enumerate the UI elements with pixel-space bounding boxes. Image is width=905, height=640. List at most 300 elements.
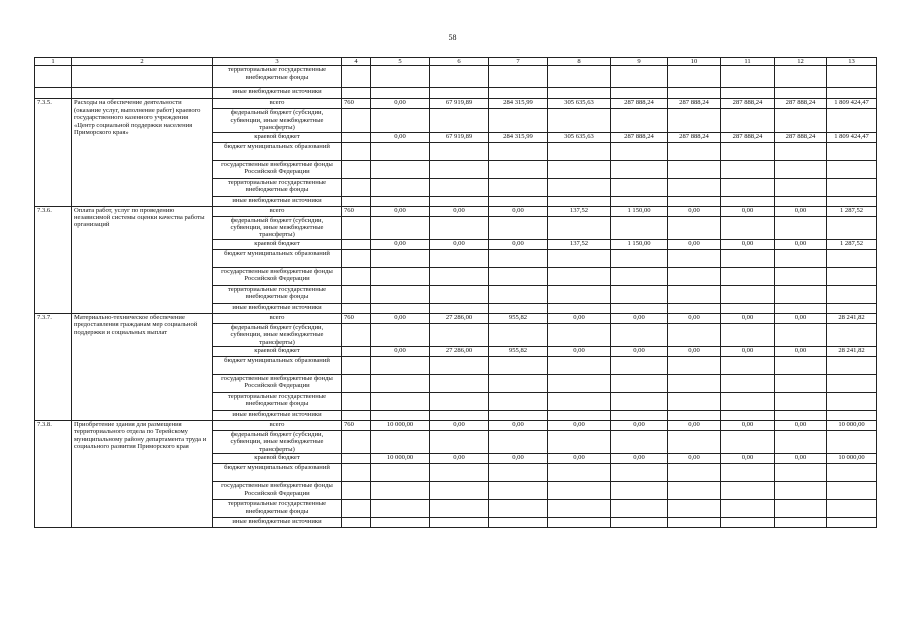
amount-cell [430, 323, 489, 346]
amount-cell: 0,00 [721, 313, 775, 323]
column-number: 3 [213, 58, 342, 66]
amount-cell [775, 411, 827, 421]
amount-cell [611, 518, 668, 528]
amount-cell [548, 267, 611, 285]
amount-cell [721, 482, 775, 500]
amount-cell [668, 482, 721, 500]
grbs-code [342, 323, 371, 346]
funding-source: территориальные государственные внебюджетные фонды [213, 393, 342, 411]
grbs-code [342, 239, 371, 249]
grbs-code [342, 178, 371, 196]
item-name: Расходы на обеспечение деятельности (оказание услуг, выполнение работ) краевого государственного казенного учреждения «Центр социальной поддержки населения Приморского края» [72, 99, 213, 206]
table-row [35, 99, 877, 109]
amount-cell [721, 285, 775, 303]
amount-cell: 0,00 [489, 239, 548, 249]
amount-cell [775, 216, 827, 239]
amount-cell: 0,00 [668, 454, 721, 464]
amount-cell [489, 464, 548, 482]
amount-cell: 1 287,52 [827, 206, 877, 216]
amount-cell [371, 323, 430, 346]
amount-cell [668, 411, 721, 421]
amount-cell: 0,00 [668, 239, 721, 249]
amount-cell: 0,00 [548, 454, 611, 464]
amount-cell [489, 285, 548, 303]
amount-cell [668, 464, 721, 482]
amount-cell [430, 464, 489, 482]
amount-cell [548, 249, 611, 267]
funding-source: всего [213, 313, 342, 323]
column-number: 2 [72, 58, 213, 66]
column-number: 7 [489, 58, 548, 66]
amount-cell [371, 518, 430, 528]
amount-cell: 287 888,24 [775, 99, 827, 109]
funding-source: федеральный бюджет (субсидии, субвенции, иные межбюджетные трансферты) [213, 109, 342, 132]
funding-source: краевой бюджет [213, 454, 342, 464]
amount-cell [721, 196, 775, 206]
column-number: 5 [371, 58, 430, 66]
amount-cell [430, 196, 489, 206]
amount-cell: 0,00 [371, 313, 430, 323]
amount-cell: 0,00 [371, 206, 430, 216]
amount-cell [827, 357, 877, 375]
amount-cell [668, 160, 721, 178]
amount-cell [775, 357, 827, 375]
table-row [35, 206, 877, 216]
amount-cell [611, 109, 668, 132]
amount-cell [668, 178, 721, 196]
amount-cell [668, 285, 721, 303]
amount-cell [775, 249, 827, 267]
amount-cell [668, 357, 721, 375]
funding-source: территориальные государственные внебюджетные фонды [213, 500, 342, 518]
amount-cell [775, 109, 827, 132]
amount-cell [827, 109, 877, 132]
amount-cell: 955,82 [489, 313, 548, 323]
amount-cell [371, 178, 430, 196]
amount-cell [371, 431, 430, 454]
amount-cell [668, 518, 721, 528]
grbs-code [342, 431, 371, 454]
amount-cell: 0,00 [430, 239, 489, 249]
amount-cell [721, 109, 775, 132]
amount-cell [548, 482, 611, 500]
funding-source: иные внебюджетные источники [213, 196, 342, 206]
amount-cell [548, 196, 611, 206]
amount-cell: 27 286,00 [430, 347, 489, 357]
amount-cell [548, 500, 611, 518]
funding-source: бюджет муниципальных образований [213, 464, 342, 482]
page-number: 58 [448, 33, 457, 42]
table-row [35, 66, 877, 88]
amount-cell [430, 518, 489, 528]
amount-cell: 0,00 [548, 347, 611, 357]
amount-cell [611, 160, 668, 178]
amount-cell [548, 142, 611, 160]
grbs-code [342, 267, 371, 285]
amount-cell [775, 323, 827, 346]
amount-cell [611, 216, 668, 239]
amount-cell: 0,00 [489, 421, 548, 431]
amount-cell: 1 809 424,47 [827, 99, 877, 109]
table-body [35, 58, 877, 528]
grbs-code [342, 411, 371, 421]
amount-cell [775, 393, 827, 411]
amount-cell: 0,00 [430, 421, 489, 431]
amount-cell: 0,00 [611, 454, 668, 464]
amount-cell: 0,00 [489, 206, 548, 216]
amount-cell: 287 888,24 [721, 99, 775, 109]
amount-cell [489, 357, 548, 375]
amount-cell: 0,00 [721, 206, 775, 216]
amount-cell [611, 375, 668, 393]
amount-cell: 0,00 [371, 99, 430, 109]
grbs-code [342, 160, 371, 178]
amount-cell: 0,00 [611, 421, 668, 431]
amount-cell [371, 375, 430, 393]
amount-cell: 305 635,63 [548, 99, 611, 109]
amount-cell [611, 464, 668, 482]
amount-cell: 284 315,99 [489, 132, 548, 142]
amount-cell [548, 178, 611, 196]
amount-cell [721, 303, 775, 313]
amount-cell [827, 196, 877, 206]
amount-cell: 287 888,24 [721, 132, 775, 142]
amount-cell: 137,52 [548, 206, 611, 216]
table-row [35, 421, 877, 431]
amount-cell [775, 267, 827, 285]
amount-cell [611, 431, 668, 454]
amount-cell [827, 411, 877, 421]
amount-cell [827, 393, 877, 411]
amount-cell [827, 431, 877, 454]
amount-cell [827, 216, 877, 239]
amount-cell [721, 375, 775, 393]
amount-cell [775, 160, 827, 178]
amount-cell [721, 160, 775, 178]
column-number: 8 [548, 58, 611, 66]
amount-cell [489, 196, 548, 206]
amount-cell [668, 375, 721, 393]
grbs-code [342, 482, 371, 500]
amount-cell [548, 431, 611, 454]
funding-source: иные внебюджетные источники [213, 518, 342, 528]
funding-source: бюджет муниципальных образований [213, 249, 342, 267]
amount-cell [668, 196, 721, 206]
grbs-code [342, 249, 371, 267]
amount-cell [721, 249, 775, 267]
amount-cell [721, 500, 775, 518]
amount-cell [775, 178, 827, 196]
amount-cell [611, 285, 668, 303]
item-name: Материально-техническое обеспечение предоставления гражданам мер социальной поддержки и социальных выплат [72, 313, 213, 420]
amount-cell: 0,00 [430, 206, 489, 216]
amount-cell [489, 216, 548, 239]
amount-cell [827, 160, 877, 178]
amount-cell [489, 323, 548, 346]
amount-cell [775, 518, 827, 528]
grbs-code [342, 216, 371, 239]
funding-source: территориальные государственные внебюджетные фонды [213, 285, 342, 303]
amount-cell [371, 303, 430, 313]
amount-cell [611, 482, 668, 500]
grbs-code [342, 518, 371, 528]
amount-cell [371, 357, 430, 375]
funding-source: иные внебюджетные источники [213, 411, 342, 421]
amount-cell: 0,00 [775, 347, 827, 357]
amount-cell [721, 357, 775, 375]
amount-cell [611, 357, 668, 375]
amount-cell: 0,00 [721, 454, 775, 464]
amount-cell [775, 142, 827, 160]
amount-cell [827, 323, 877, 346]
amount-cell [430, 160, 489, 178]
table-row [35, 88, 877, 99]
amount-cell: 1 150,00 [611, 206, 668, 216]
budget-table [34, 57, 877, 528]
column-number: 12 [775, 58, 827, 66]
amount-cell [721, 431, 775, 454]
amount-cell [430, 249, 489, 267]
amount-cell [775, 375, 827, 393]
amount-cell: 0,00 [611, 313, 668, 323]
amount-cell [827, 178, 877, 196]
amount-cell: 0,00 [548, 313, 611, 323]
funding-source: всего [213, 421, 342, 431]
amount-cell [489, 482, 548, 500]
amount-cell [611, 267, 668, 285]
amount-cell [827, 500, 877, 518]
grbs-code [342, 347, 371, 357]
amount-cell [668, 500, 721, 518]
amount-cell [430, 142, 489, 160]
amount-cell [548, 303, 611, 313]
grbs-code [342, 303, 371, 313]
amount-cell [489, 411, 548, 421]
column-number: 6 [430, 58, 489, 66]
amount-cell [371, 109, 430, 132]
funding-source: государственные внебюджетные фонды Российской Федерации [213, 160, 342, 178]
amount-cell: 0,00 [775, 454, 827, 464]
amount-cell [430, 431, 489, 454]
amount-cell [668, 431, 721, 454]
grbs-code [342, 454, 371, 464]
table-row [35, 313, 877, 323]
funding-source: государственные внебюджетные фонды Российской Федерации [213, 375, 342, 393]
amount-cell [489, 431, 548, 454]
amount-cell [371, 267, 430, 285]
amount-cell [611, 393, 668, 411]
amount-cell [489, 500, 548, 518]
amount-cell [371, 216, 430, 239]
amount-cell [721, 142, 775, 160]
amount-cell [489, 249, 548, 267]
amount-cell [721, 178, 775, 196]
amount-cell: 0,00 [371, 239, 430, 249]
grbs-code [342, 357, 371, 375]
amount-cell: 0,00 [430, 454, 489, 464]
amount-cell [548, 411, 611, 421]
amount-cell [371, 500, 430, 518]
grbs-code [342, 464, 371, 482]
amount-cell: 305 635,63 [548, 132, 611, 142]
amount-cell [775, 500, 827, 518]
grbs-code [342, 393, 371, 411]
funding-source: федеральный бюджет (субсидии, субвенции, иные межбюджетные трансферты) [213, 431, 342, 454]
amount-cell [430, 375, 489, 393]
amount-cell [668, 216, 721, 239]
grbs-code [342, 285, 371, 303]
amount-cell: 0,00 [371, 132, 430, 142]
amount-cell [775, 285, 827, 303]
funding-source: всего [213, 99, 342, 109]
amount-cell [827, 482, 877, 500]
item-code: 7.3.5. [35, 99, 72, 206]
amount-cell [611, 500, 668, 518]
amount-cell [827, 142, 877, 160]
amount-cell [430, 109, 489, 132]
amount-cell [611, 178, 668, 196]
amount-cell: 28 241,82 [827, 347, 877, 357]
amount-cell [548, 285, 611, 303]
amount-cell: 0,00 [721, 421, 775, 431]
amount-cell: 0,00 [548, 421, 611, 431]
amount-cell: 955,82 [489, 347, 548, 357]
amount-cell [430, 393, 489, 411]
amount-cell: 1 287,52 [827, 239, 877, 249]
amount-cell: 1 150,00 [611, 239, 668, 249]
item-name: Оплата работ, услуг по проведению независимой системы оценки качества работы организаций [72, 206, 213, 313]
amount-cell: 287 888,24 [668, 99, 721, 109]
column-number: 10 [668, 58, 721, 66]
item-name: Приобретение здания для размещения территориального отдела по Терейскому муниципальному району департамента труда и социального развития Приморского края [72, 421, 213, 528]
amount-cell [548, 109, 611, 132]
funding-source: иные внебюджетные источники [213, 303, 342, 313]
amount-cell [721, 464, 775, 482]
amount-cell: 0,00 [611, 347, 668, 357]
amount-cell: 0,00 [668, 421, 721, 431]
amount-cell [430, 285, 489, 303]
amount-cell: 10 000,00 [827, 421, 877, 431]
amount-cell [668, 303, 721, 313]
amount-cell [430, 357, 489, 375]
amount-cell [775, 196, 827, 206]
grbs-code [342, 375, 371, 393]
funding-source: территориальные государственные внебюджетные фонды [213, 66, 342, 88]
amount-cell: 287 888,24 [611, 132, 668, 142]
funding-source: государственные внебюджетные фонды Российской Федерации [213, 267, 342, 285]
amount-cell: 67 919,89 [430, 132, 489, 142]
funding-source: бюджет муниципальных образований [213, 142, 342, 160]
amount-cell [430, 267, 489, 285]
column-number: 13 [827, 58, 877, 66]
amount-cell: 287 888,24 [668, 132, 721, 142]
amount-cell [371, 482, 430, 500]
amount-cell [430, 178, 489, 196]
amount-cell [430, 500, 489, 518]
amount-cell [611, 196, 668, 206]
amount-cell: 0,00 [668, 206, 721, 216]
amount-cell [489, 109, 548, 132]
amount-cell [827, 249, 877, 267]
amount-cell: 0,00 [489, 454, 548, 464]
amount-cell [721, 518, 775, 528]
amount-cell: 0,00 [371, 347, 430, 357]
amount-cell: 137,52 [548, 239, 611, 249]
amount-cell [668, 393, 721, 411]
amount-cell [489, 178, 548, 196]
amount-cell: 287 888,24 [611, 99, 668, 109]
amount-cell [827, 303, 877, 313]
column-number: 11 [721, 58, 775, 66]
amount-cell [371, 196, 430, 206]
amount-cell [489, 518, 548, 528]
grbs-code [342, 109, 371, 132]
column-number: 9 [611, 58, 668, 66]
amount-cell: 287 888,24 [775, 132, 827, 142]
amount-cell: 67 919,89 [430, 99, 489, 109]
amount-cell [721, 323, 775, 346]
amount-cell [548, 323, 611, 346]
amount-cell [489, 393, 548, 411]
amount-cell [430, 482, 489, 500]
amount-cell [827, 518, 877, 528]
item-code: 7.3.7. [35, 313, 72, 420]
amount-cell [827, 375, 877, 393]
amount-cell: 0,00 [721, 239, 775, 249]
amount-cell [721, 393, 775, 411]
amount-cell [371, 411, 430, 421]
amount-cell [668, 109, 721, 132]
amount-cell [775, 303, 827, 313]
amount-cell: 0,00 [775, 206, 827, 216]
grbs-code [342, 500, 371, 518]
amount-cell [489, 375, 548, 393]
amount-cell [489, 303, 548, 313]
amount-cell [611, 411, 668, 421]
amount-cell [371, 249, 430, 267]
amount-cell [548, 464, 611, 482]
funding-source: краевой бюджет [213, 347, 342, 357]
grbs-code: 760 [342, 99, 371, 109]
amount-cell [668, 323, 721, 346]
amount-cell [775, 464, 827, 482]
amount-cell [548, 216, 611, 239]
amount-cell [371, 142, 430, 160]
amount-cell [371, 393, 430, 411]
column-number: 1 [35, 58, 72, 66]
column-number: 4 [342, 58, 371, 66]
amount-cell [371, 285, 430, 303]
amount-cell [668, 267, 721, 285]
grbs-code [342, 142, 371, 160]
amount-cell [430, 216, 489, 239]
amount-cell [371, 464, 430, 482]
amount-cell [371, 160, 430, 178]
grbs-code [342, 196, 371, 206]
grbs-code [342, 132, 371, 142]
amount-cell: 0,00 [775, 313, 827, 323]
amount-cell [548, 357, 611, 375]
amount-cell [827, 285, 877, 303]
amount-cell [721, 267, 775, 285]
amount-cell [611, 142, 668, 160]
funding-source: краевой бюджет [213, 132, 342, 142]
funding-source: краевой бюджет [213, 239, 342, 249]
item-code: 7.3.8. [35, 421, 72, 528]
amount-cell: 0,00 [721, 347, 775, 357]
amount-cell [721, 216, 775, 239]
amount-cell: 10 000,00 [371, 421, 430, 431]
